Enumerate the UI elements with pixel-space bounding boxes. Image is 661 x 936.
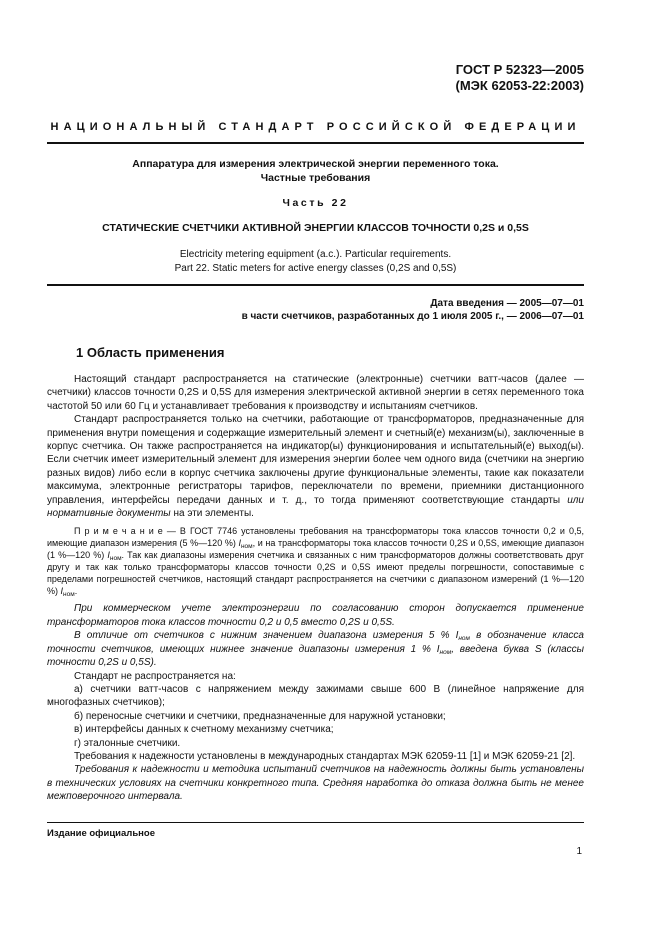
official-edition: Издание официальное xyxy=(47,828,155,839)
standard-subtitle: СТАТИЧЕСКИЕ СЧЕТЧИКИ АКТИВНОЙ ЭНЕРГИИ КЛАССОВ ТОЧНОСТИ 0,2S и 0,5S xyxy=(102,222,529,234)
paragraph-reliability-requirements: Требования к надежности и методика испытаний счетчиков на надежность должны быть установлены в технических условиях на счетчики конкретного типа. Средняя наработка до отказа должна быть не менее межповерочного интервала. xyxy=(47,764,584,803)
list-item: г) эталонные счетчики. xyxy=(74,737,181,749)
effective-date: Дата введения — 2005—07—01 xyxy=(430,298,584,309)
footer-rule xyxy=(47,822,584,823)
paragraph-class-designation: В отличие от счетчиков с нижним значением диапазона измерения 5 % $I_{ном}$ в обозначение класса точности счетчиков, имеющих нижнее значение диапазоны измерения 1 % $I_{ном}$, введена буква S (классы точности 0,2S и 0,5S). xyxy=(47,630,585,669)
list-intro: Стандарт не распространяется на: xyxy=(74,670,236,682)
gost-code: ГОСТ Р 52323—2005 xyxy=(455,62,584,77)
standard-title xyxy=(47,157,584,185)
section-heading: 1 Область применения xyxy=(76,345,225,360)
top-rule xyxy=(47,142,584,144)
document-body xyxy=(47,373,584,804)
list-item: б) переносные счетчики и счетчики, предназначенные для наружной установки; xyxy=(74,710,446,722)
paragraph-applicability: Стандарт распространяется только на счетчики, работающие от трансформаторов, предназначенные для применения внутри помещения и содержащие измерительный элемент и счетный(е) механизм(ы), заключенные в корпус счетчика. Он также распространяется на индикатор(ы) функционирования и испытательный(е) выход(ы). Если счетчик имеет измерительный элемент для измерения энергии более чем одного вида (счетчики на энергию разных видов) либо если в корпус счетчика заключены другие функциональные элементы, такие как показатели максимума, электронные регистраторы тарифов, переключатели по времени, приемники дистанционного управления, интерфейсы передачи данных и т. д., то тогда применяют соответствующие стандарты или нормативные документы на эти элементы. xyxy=(47,414,584,520)
english-title-line-1: Electricity metering equipment (a.c.). Particular requirements. xyxy=(179,249,452,260)
document-code xyxy=(456,62,584,94)
paragraph-scope: Настоящий стандарт распространяется на статические (электронные) счетчики ватт-часов (далее — счетчики) классов точности 0,2S и 0,5S для измерения электрической активной энергии в сетях переменного тока частотой 50 или 60 Гц и устанавливает требования к производству и испытаниям счетчиков. xyxy=(47,374,584,412)
page-number: 1 xyxy=(576,846,582,857)
english-title-line-2: Part 22. Static meters for active energy classes (0,2S and 0,5S) xyxy=(174,262,457,274)
english-title xyxy=(47,248,584,275)
title-line-2: Частные требования xyxy=(260,172,371,184)
list-item: а) счетчики ватт-часов с напряжением между зажимами свыше 600 В (линейное напряжение для многофазных счетчиков); xyxy=(47,683,584,709)
mek-code: (МЭК 62053-22:2003) xyxy=(455,78,584,93)
paragraph-commercial-metering: При коммерческом учете электроэнергии по согласованию сторон допускается применение трансформаторов тока классов точности 0,2 и 0,5 вместо 0,2S и 0,5S. xyxy=(47,603,584,628)
paragraph-reliability: Требования к надежности установлены в международных стандартах МЭК 62059-11 [1] и МЭК 62059-21 [2]. xyxy=(74,750,576,762)
part-number: Часть 22 xyxy=(282,197,349,209)
national-standard-banner: НАЦИОНАЛЬНЫЙ СТАНДАРТ РОССИЙСКОЙ ФЕДЕРАЦИИ xyxy=(50,121,581,133)
effective-dates xyxy=(242,297,584,323)
note-label: П р и м е ч а н и е xyxy=(74,526,163,537)
title-line-1: Аппаратура для измерения электрической энергии переменного тока. xyxy=(132,158,499,170)
note: П р и м е ч а н и е — В ГОСТ 7746 установлены требования на трансформаторы тока классов точности 0,2 и 0,5, имеющие диапазон измерения (5 %—120 %) $I_{ном}$, и на трансформаторы тока классов точности 0,2S и 0,5S, имеющие диапазон (1 %—120 %) $I_{ном}$. Так как диапазоны измерения счетчика и связанных с ним трансформаторов должны соответствовать друг другу и так как только трансформаторы классов точности 0,2S и 0,5S имеют пределы погрешности, сопоставимые с пределами погрешностей счетчиков, настоящий стандарт распространяется на счетчики с диапазоном измерений (1 %—120 %) $I_{ном}$. xyxy=(47,526,584,599)
effective-date-note: в части счетчиков, разработанных до 1 июля 2005 г., — 2006—07—01 xyxy=(241,311,584,322)
title-rule xyxy=(47,284,584,286)
list-item: в) интерфейсы данных к счетному механизму счетчика; xyxy=(74,724,334,736)
